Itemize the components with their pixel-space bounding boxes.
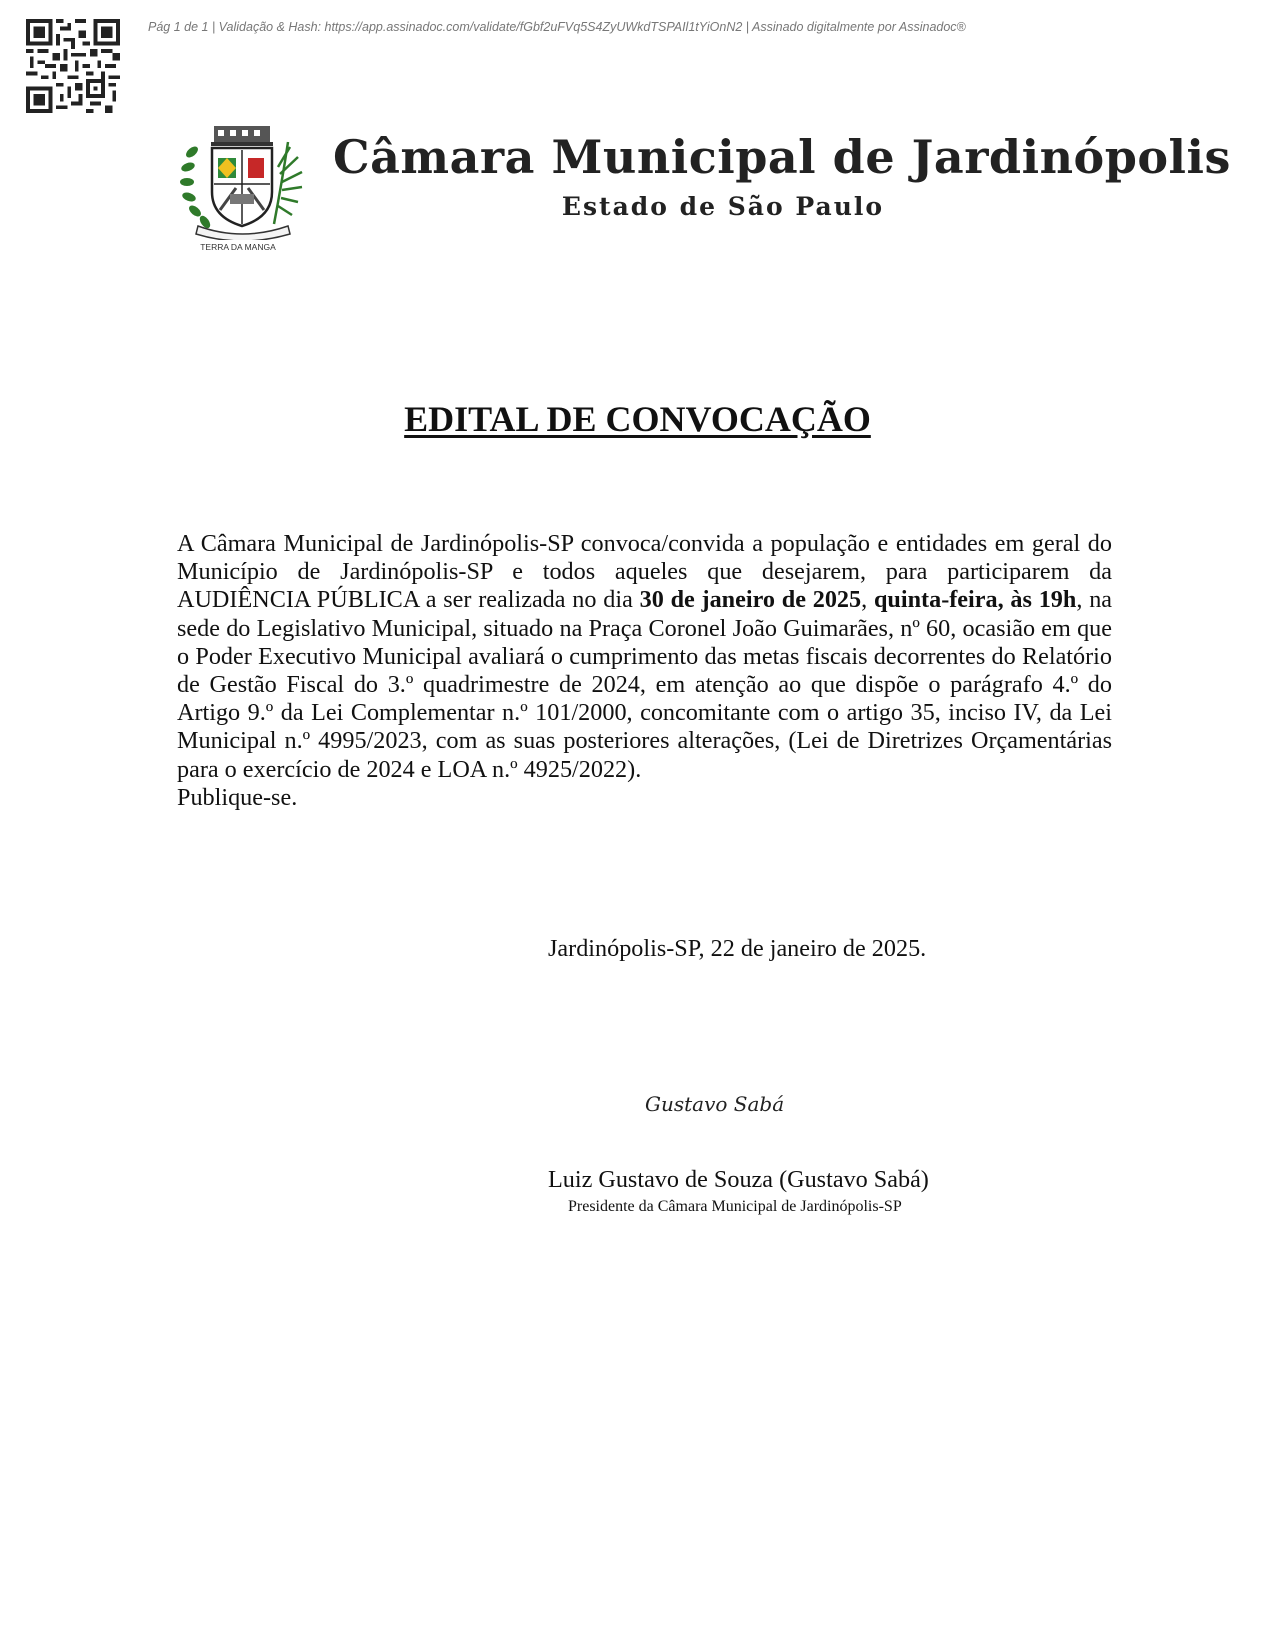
signer-role: Presidente da Câmara Municipal de Jardinópolis-SP <box>568 1198 902 1215</box>
closing-line: Publique-se. <box>177 783 298 811</box>
signer-name: Luiz Gustavo de Souza (Gustavo Sabá) <box>548 1166 929 1193</box>
place-and-date: Jardinópolis-SP, 22 de janeiro de 2025. <box>548 935 927 962</box>
qr-code-icon <box>26 19 120 113</box>
organization-state: Estado de São Paulo <box>561 192 885 221</box>
document-title: EDITAL DE CONVOCAÇÃO <box>404 399 871 439</box>
validation-hash-text: Pág 1 de 1 | Validação & Hash: https://app.assinadoc.com/validate/fGbf2uFVq5S4ZyUWkdTSPAIl1tYiOnN2 | Assinado digitalmente por Assinadoc® <box>148 20 966 34</box>
paragraph-text: , na sede do Legislativo Municipal, situado na Praça Coronel João Guimarães, nº 60, ocasião em que o Poder Executivo Municipal avaliará o cumprimento das metas fiscais decorrentes do Relatório de Gestão Fiscal do 3.º quadrimestre de 2024, em atenção ao que dispõe o parágrafo 4.º do Artigo 9.º da Lei Complementar n.º 101/2000, concomitante com o artigo 35, inciso IV, da Lei Municipal n.º 4995/2023, com as suas posteriores alterações, (Lei de Diretrizes Orçamentárias para o exercício de 2024 e LOA n.º 4925/2022). <box>177 586 1113 783</box>
letterhead <box>178 122 1231 257</box>
document-body <box>177 530 1112 812</box>
hearing-time: quinta-feira, às 19h <box>873 586 1077 614</box>
paragraph-text: A Câmara Municipal de Jardinópolis-SP convoca/convida a população e entidades em geral do Município de Jardinópolis-SP e todos aqueles que desejarem, para participarem da AUDIÊNCIA PÚBLICA a ser realizada no dia <box>177 530 1112 614</box>
coat-of-arms-icon <box>178 122 308 257</box>
organization-name: Câmara Municipal de Jardinópolis <box>333 130 1231 184</box>
paragraph-separator: , <box>861 586 874 614</box>
crest-motto: TERRA DA MANGA <box>200 242 276 252</box>
convocation-paragraph <box>177 530 1112 784</box>
handwritten-signature: Gustavo Sabá <box>645 1092 785 1116</box>
hearing-date: 30 de janeiro de 2025 <box>639 586 862 614</box>
